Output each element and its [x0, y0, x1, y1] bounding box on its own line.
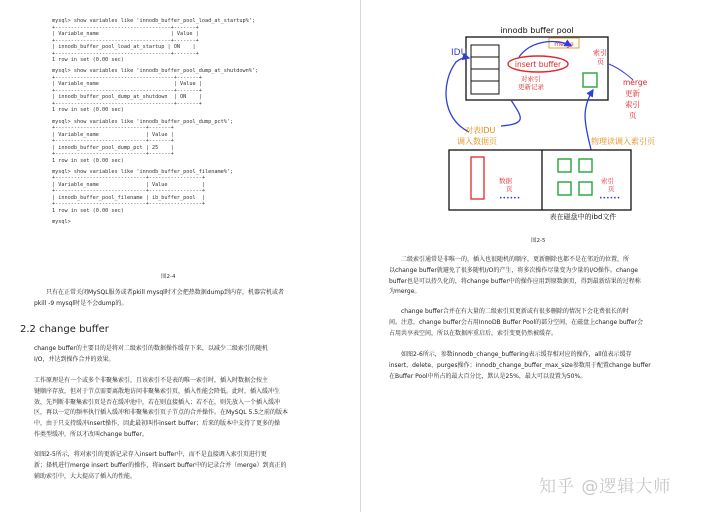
code-line: | innodb_buffer_pool_filename | ib_buffer_pool |	[52, 194, 206, 201]
paragraph-figure-2-5-desc	[34, 450, 334, 482]
text-line: 以change buffer就避免了很多随机I/O的产生，将多次操作尽量变为少量的I/O操作。change	[389, 266, 639, 274]
update-record-label-1: 对索引	[521, 75, 541, 83]
disk-index-label-1: 索引	[601, 177, 614, 185]
disk-index-page-2	[579, 159, 592, 172]
text-line: 中，由于只支持缓冲insert操作，因此最初叫作insert buffer；后来的版本中支持了更多的操	[34, 420, 281, 428]
text-line: 作类型缓冲，所以才改叫change buffer。	[34, 430, 148, 438]
figure-caption-2-5: 图2-5	[531, 238, 546, 244]
figure-caption-2-4: 图2-4	[161, 274, 176, 280]
paragraph-change-buffer-intro	[34, 344, 334, 366]
buffer-pool-title: innodb buffer pool	[500, 26, 574, 35]
text-line: 间。注意，change buffer会占用InnoDB Buffer Pool的部分空间，在磁盘上change buffer会	[389, 318, 644, 326]
code-line: +--------------------------------------+-------+	[52, 100, 202, 107]
code-line: mysql> show variables like 'innodb_buffer_pool_filename%';	[52, 168, 234, 175]
idu-label: IDU	[451, 48, 468, 58]
code-line: mysql> show variables like 'innodb_buffer_pool_load_at_startup%';	[52, 18, 256, 24]
code-line: 1 row in set (0.00 sec)	[52, 57, 124, 63]
left-callout-2: 调入数据页	[457, 137, 497, 146]
text-line: pkill -9 mysql时是不会dump的。	[34, 300, 128, 307]
paragraph-dump-note	[34, 288, 334, 299]
index-page-label-1: 索引	[593, 49, 607, 57]
insert-buffer-stack	[471, 45, 499, 94]
insert-buffer-label: insert buffer	[514, 60, 562, 69]
data-page-dots: ••••••	[499, 195, 521, 202]
code-line: | innodb_buffer_pool_load_at_startup | ON |	[52, 44, 196, 50]
update-record-label-2: 更新记录	[518, 83, 544, 91]
merge-update-label-1: merge	[623, 78, 648, 87]
code-line: +-----------------------------+-------+	[52, 125, 174, 132]
text-line: 区，再以一定的频率执行插入缓冲和非聚集索引页子节点的合并操作。在MySQL 5.5之前的版本	[34, 409, 289, 417]
data-page-label-2: 页	[506, 185, 513, 193]
text-line: insert、delete、purges操作；innodb_change_buffer_max_size参数用于配置change buffer	[389, 361, 651, 369]
text-line: 辅助索引中，大大提高了插入的性能。	[34, 472, 137, 480]
code-line: | innodb_buffer_pool_dump_pct | 25 |	[52, 144, 174, 151]
code-line: +-----------------------------+-----------------+	[52, 201, 206, 208]
code-line: +-----------------------------+-------+	[52, 151, 174, 158]
code-line: +--------------------------------------+-------+	[52, 87, 202, 94]
merge-update-label-2: 更新	[625, 89, 640, 98]
code-line: +-------------------------------------+-------+	[52, 50, 199, 57]
text-line: 占用共享表空间，所以在数据库重启后，索引变更仍然被缓存。	[389, 329, 558, 337]
index-page-in-pool	[583, 73, 597, 87]
code-line: +-------------------------------------+-------+	[52, 37, 199, 44]
text-line: 新；择机进行merge insert buffer的操作，将insert buffer中的记录合并（merge）到真正的	[34, 461, 287, 469]
paragraph-working-principle	[34, 376, 334, 441]
text-line: 如图2-6所示，参数innodb_change_buffering表示缓存相对应的操作，all值表示缓存	[401, 351, 632, 358]
code-line: +-------------------------------------+-------+	[52, 24, 199, 31]
code-line: mysql> show variables like 'innodb_buffer_pool_dump_at_shutdown%';	[52, 68, 259, 75]
text-line: 效，先判断非聚集索引页是否在缓冲池中，若在则直接插入；若不在，则先放入一个插入缓冲	[34, 398, 281, 406]
text-line: buffer也是可以持久化的，将change buffer中的操作应用到原数据页，得到最新结果的过程称	[389, 277, 641, 285]
disk-index-page-1	[558, 159, 571, 172]
text-line: 键顺序存放，但对于节点需要离散地访问非聚集索引页，插入性能会降低。此时，插入缓冲生	[34, 387, 281, 395]
data-page-label-1: 数据	[499, 177, 512, 185]
text-line: 为merge。	[389, 288, 421, 296]
paragraph-dump-note-cont	[34, 299, 334, 310]
data-page-rect	[471, 157, 484, 199]
text-line: change buffer的主要目的是将对二级索引的数据操作缓存下来，以减少二级索引的随机	[34, 345, 268, 352]
right-callout: 物理读调入索引页	[591, 137, 655, 146]
code-line: | Variable_name | Value |	[52, 181, 206, 188]
code-line: mysql> show variables like 'innodb_buffer_pool_dump_pct%';	[52, 118, 234, 125]
text-line: I/O，并达到操作合并的效果。	[34, 355, 115, 363]
code-line: 1 row in set (0.00 sec)	[52, 157, 124, 164]
text-line: 二级索引通常是非唯一的，插入也很随机的顺序，更新删除也都不是在邻近的位置，所	[401, 256, 630, 263]
code-line: mysql>	[52, 219, 71, 226]
code-line: +-----------------------------+-----------------+	[52, 175, 206, 182]
code-line: +--------------------------------------+-------+	[52, 74, 202, 81]
paragraph-change-buffering-params	[389, 350, 695, 382]
text-line: change buffer合并在有大量的二级索引页更新或有很多删除的情况下会花费很长的时	[401, 308, 629, 315]
text-line: 只有在正常关闭MySQL服务或者pkill mysql时才会把热数据dump到内存，机器宕机或者	[46, 289, 285, 296]
change-buffer-diagram	[361, 0, 720, 240]
code-line: +-----------------------------+-------+	[52, 138, 174, 145]
merge-update-label-4: 页	[629, 111, 637, 120]
index-page-label-2: 页	[597, 58, 604, 66]
load-data-page-arrow	[501, 100, 520, 126]
ibd-caption: 表在磁盘中的ibd文件	[549, 213, 617, 221]
disk-index-page-4	[579, 182, 592, 195]
code-line: 1 row in set (0.00 sec)	[52, 207, 124, 214]
section-title: 2.2 change buffer	[20, 324, 109, 335]
code-line: | Variable_name | Value |	[52, 81, 202, 88]
code-line: | innodb_buffer_pool_dump_at_shutdown | ON |	[52, 94, 202, 101]
paragraph-merge-cost	[389, 307, 695, 339]
disk-index-dots: ••••••	[599, 195, 621, 202]
text-line: 如图2-5所示，将对索引的更新记录存入insert buffer中，而不是直接调入索引页进行更	[34, 451, 267, 458]
disk-index-page-3	[558, 182, 571, 195]
merge-update-label-3: 索引	[625, 100, 640, 109]
code-line: +-----------------------------+-----------------+	[52, 188, 206, 195]
paragraph-secondary-index	[389, 255, 695, 298]
code-line: | Variable_name | Value |	[52, 131, 174, 138]
zhihu-watermark: 知乎 @逻辑大师	[539, 477, 672, 497]
mysql-code-block	[52, 18, 352, 226]
code-line: | Variable_name | Value |	[52, 31, 199, 37]
merge-tag-label: merge	[554, 41, 574, 48]
text-line: 工作原理是有一个或多个非聚集索引，且该索引不是表的唯一索引时，插入时数据会按主	[34, 377, 269, 384]
right-page	[361, 0, 720, 512]
left-callout-1: 对表IDU	[465, 126, 496, 135]
code-line: 1 row in set (0.00 sec)	[52, 107, 124, 114]
text-line: 在Buffer Pool中所占的最大百分比，默认是25%，最大可以设置为50%。	[389, 372, 587, 380]
disk-index-label-2: 页	[608, 185, 615, 193]
